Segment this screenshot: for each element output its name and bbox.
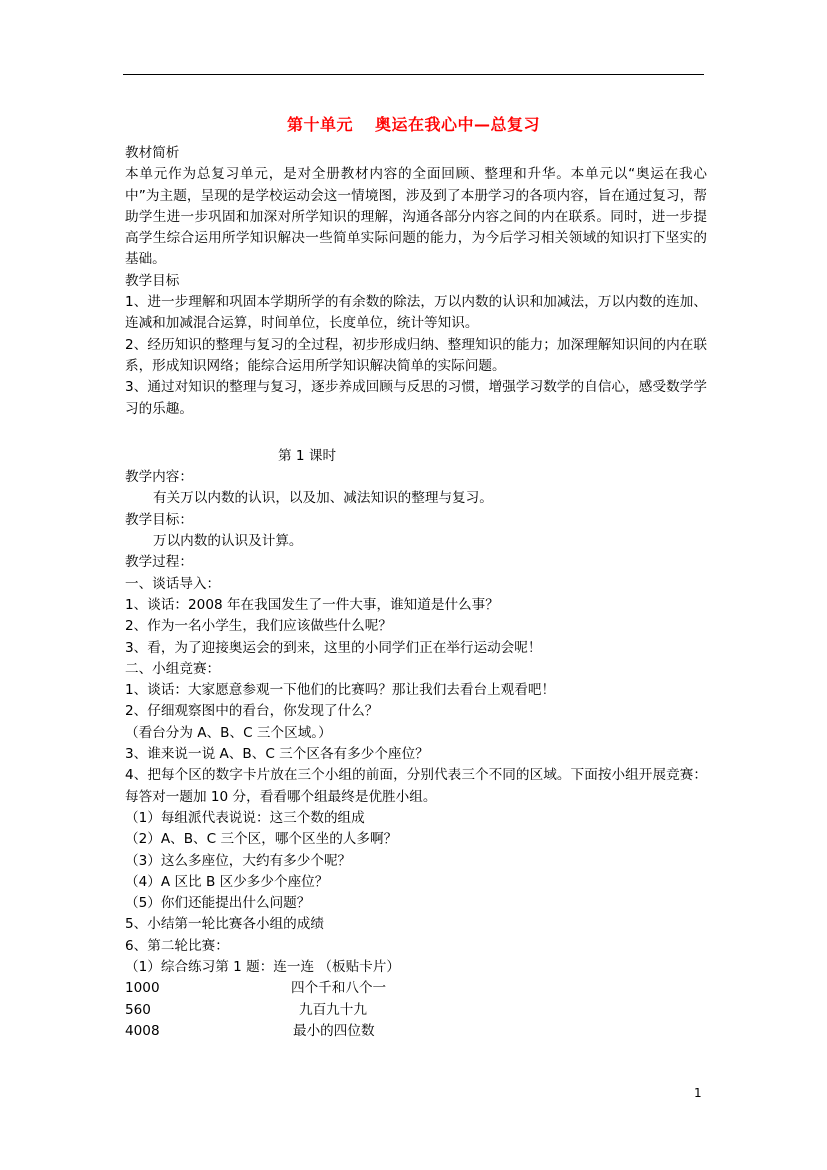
- list-item: 1、谈话：大家愿意参观一下他们的比赛吗？那让我们去看台上观看吧！: [125, 682, 556, 699]
- matching-number: 4008: [125, 1022, 160, 1039]
- list-item: 3、看，为了迎接奥运会的到来，这里的小同学们正在举行运动会呢！: [125, 639, 542, 656]
- list-item: （2）A、B、C 三个区，哪个区坐的人多啊？: [125, 831, 398, 848]
- lesson-content-text: 有关万以内数的认识，以及加、减法知识的整理与复习。: [153, 490, 493, 507]
- title-unit: 第十单元: [286, 115, 353, 134]
- list-item: 4、把每个区的数字卡片放在三个小组的前面，分别代表三个不同的区域。下面按小组开展竞赛：每答对一题加 10 分，看看哪个组最终是优胜小组。: [125, 767, 707, 805]
- matching-text: 最小的四位数: [293, 1022, 375, 1039]
- page-title: [0, 112, 827, 135]
- list-item: （看台分为 A、B、C 三个区域。）: [125, 724, 332, 741]
- goal-item: 1、进一步理解和巩固本学期所学的有余数的除法，万以内数的认识和加减法，万以内数的连加、连减和加减混合运算，时间单位，长度单位，统计等知识。: [125, 294, 707, 332]
- lesson-goal-text: 万以内数的认识及计算。: [153, 533, 303, 550]
- list-item: （5）你们还能提出什么问题？: [125, 895, 311, 912]
- list-item: 5、小结第一轮比赛各小组的成绩: [125, 916, 324, 933]
- goal-item: 3、通过对知识的整理与复习，逐步养成回顾与反思的习惯，增强学习数学的自信心，感受数学学习的乐趣。: [125, 379, 707, 417]
- overview-paragraph: 本单元作为总复习单元，是对全册教材内容的全面回顾、整理和升华。本单元以“奥运在我心中”为主题，呈现的是学校运动会这一情境图，涉及到了本册学习的各项内容，旨在通过复习，帮助学生进一步巩固和加深对所学知识的理解，沟通各部分内容之间的内在联系。同时，进一步提高学生综合运用所学知识解决一些简单实际问题的能力，为今后学习相关领域的知识打下坚实的基础。: [125, 166, 707, 268]
- lesson-content-label: 教学内容：: [125, 469, 193, 486]
- matching-row: [125, 1000, 707, 1021]
- overview-heading: 教材简析: [125, 145, 180, 161]
- goals-heading: 教学目标: [125, 272, 180, 289]
- matching-text: 四个千和八个一: [291, 980, 387, 997]
- lesson-heading: 第 1 课时: [278, 447, 337, 464]
- lesson-process-label: 教学过程：: [125, 554, 193, 571]
- matching-number: 560: [125, 1001, 151, 1018]
- header-rule: [123, 74, 704, 75]
- goal-item: 2、经历知识的整理与复习的全过程，初步形成归纳、整理知识的能力；加深理解知识间的内在联系，形成知识网络；能综合运用所学知识解决简单的实际问题。: [125, 336, 707, 374]
- list-item: 3、谁来说一说 A、B、C 三个区各有多少个座位？: [125, 746, 429, 763]
- list-item: 6、第二轮比赛：: [125, 937, 229, 954]
- list-item: 2、作为一名小学生，我们应该做些什么呢？: [125, 618, 392, 635]
- matching-row: [125, 978, 707, 999]
- list-item: （1）综合练习第 1 题：连一连 （板贴卡片）: [125, 958, 400, 975]
- list-item: （3）这么多座位，大约有多少个呢？: [125, 852, 352, 869]
- matching-row: [125, 1021, 707, 1042]
- matching-number: 1000: [125, 980, 160, 997]
- page-number: 1: [694, 1086, 702, 1100]
- list-item: （1）每组派代表说说：这三个数的组成: [125, 809, 365, 826]
- document-body: [125, 143, 707, 1042]
- part1-heading: 一、谈话导入：: [125, 575, 221, 592]
- matching-text: 九百九十九: [299, 1001, 367, 1018]
- title-topic: 奥运在我心中—总复习: [375, 115, 541, 134]
- list-item: 1、谈话：2008 年在我国发生了一件大事，谁知道是什么事？: [125, 596, 499, 613]
- list-item: 2、仔细观察图中的看台，你发现了什么？: [125, 703, 379, 720]
- lesson-goal-label: 教学目标：: [125, 511, 193, 528]
- part2-heading: 二、小组竞赛：: [125, 660, 221, 677]
- list-item: （4）A 区比 B 区少多少个座位？: [125, 873, 329, 890]
